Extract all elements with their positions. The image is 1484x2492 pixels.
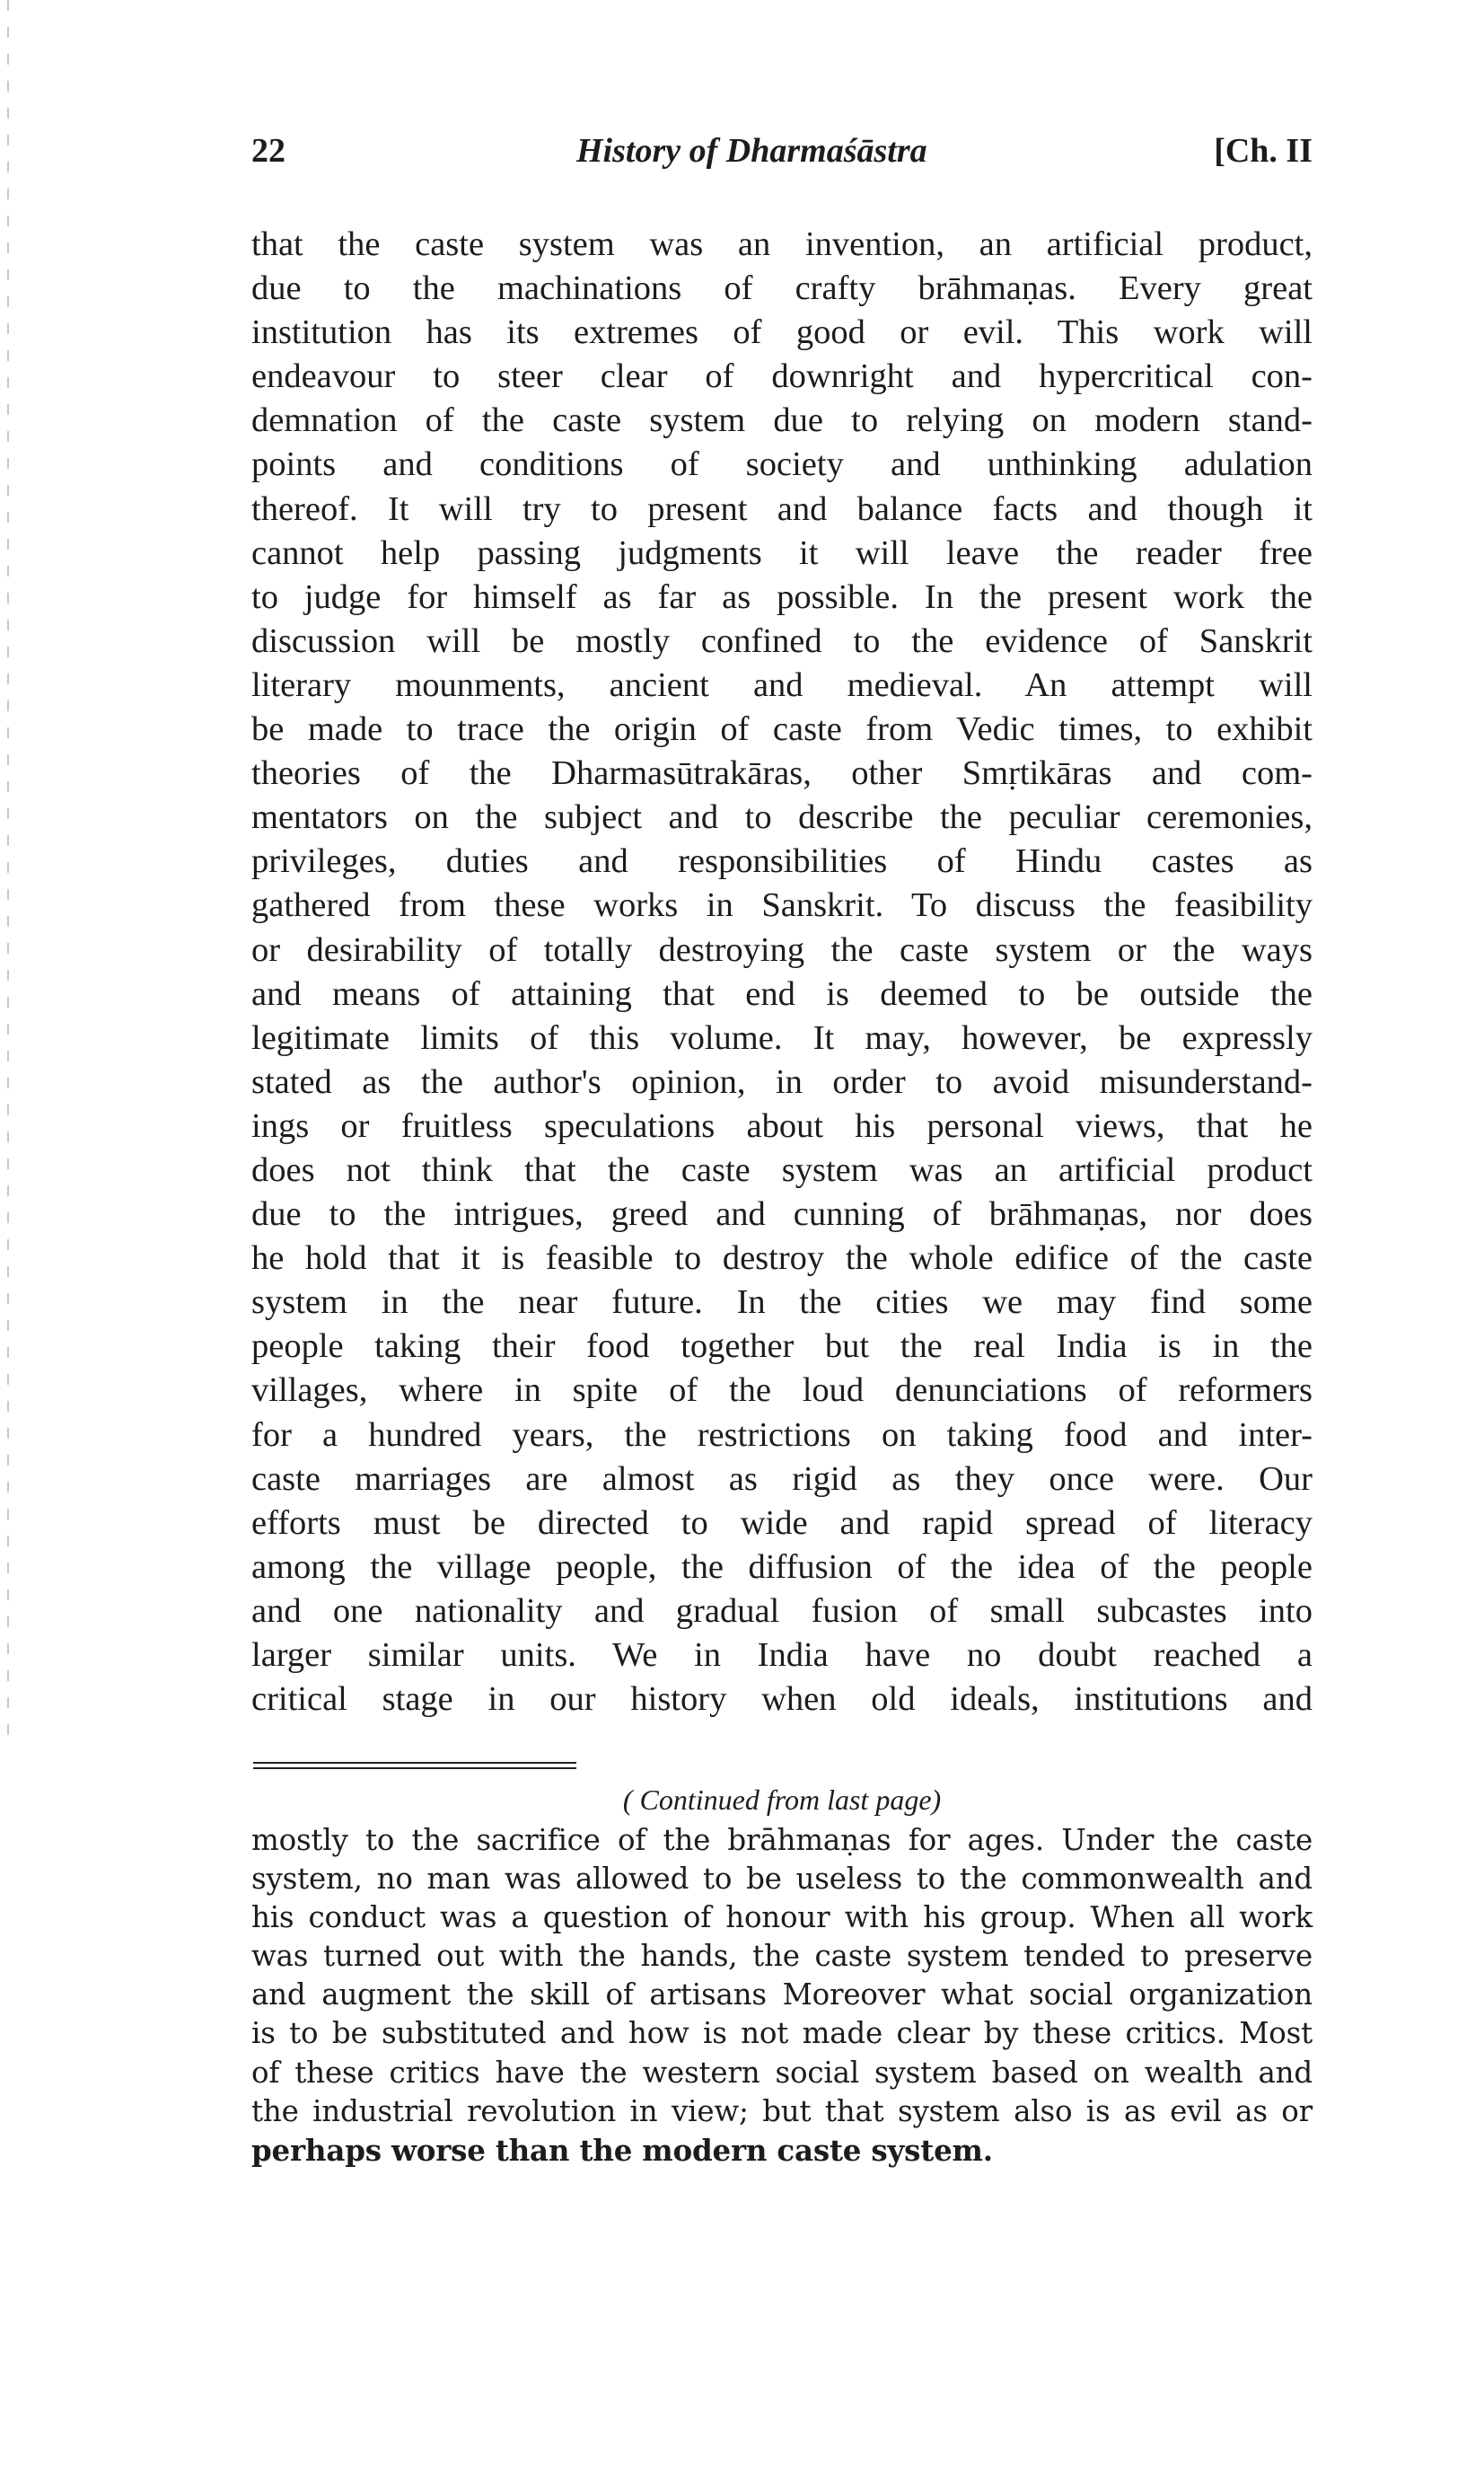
- body-line: ings or fruitless speculations about his personal views, that he: [251, 1106, 1313, 1145]
- body-line: institution has its extremes of good or evil. This work will: [251, 313, 1313, 352]
- body-line: people taking their food together but the real India is in the: [251, 1327, 1313, 1366]
- body-line: critical stage in our history when old ideals, institutions and: [251, 1680, 1313, 1719]
- body-line: and means of attaining that end is deemed to be outside the: [251, 974, 1313, 1013]
- body-line: theories of the Dharmasūtrakāras, other Smṛtikāras and com-: [251, 754, 1313, 793]
- body-line: literary mounments, ancient and medieval. An attempt will: [251, 665, 1313, 704]
- footnote-line: his conduct was a question of honour with his group. When all work: [251, 1900, 1313, 1935]
- body-line: be made to trace the origin of caste from Vedic times, to exhibit: [251, 710, 1313, 749]
- body-line: that the caste system was an invention, an artificial product,: [251, 225, 1313, 263]
- body-line: stated as the author's opinion, in order to avoid misunderstand-: [251, 1062, 1313, 1101]
- footnote-line: system, no man was allowed to be useless to the commonwealth and: [251, 1862, 1313, 1897]
- body-line: demnation of the caste system due to relying on modern stand-: [251, 401, 1313, 440]
- body-line: cannot help passing judgments it will leave the reader free: [251, 533, 1313, 572]
- body-line: discussion will be mostly confined to the evidence of Sanskrit: [251, 621, 1313, 660]
- body-line: gathered from these works in Sanskrit. To discuss the feasibility: [251, 886, 1313, 925]
- body-line: legitimate limits of this volume. It may, however, be expressly: [251, 1018, 1313, 1057]
- body-line: villages, where in spite of the loud denunciations of reformers: [251, 1371, 1313, 1410]
- body-line: caste marriages are almost as rigid as they once were. Our: [251, 1459, 1313, 1498]
- scan-margin-marks: [7, 0, 9, 1751]
- body-line: for a hundred years, the restrictions on taking food and inter-: [251, 1415, 1313, 1454]
- footnote-divider: [253, 1762, 576, 1764]
- footnote-line: perhaps worse than the modern caste system.: [251, 2132, 993, 2168]
- body-line: due to the machinations of crafty brāhmaṇas. Every great: [251, 269, 1313, 308]
- page-header: [244, 124, 1322, 178]
- footnote-line: and augment the skill of artisans Moreover what social organization: [251, 1977, 1313, 2012]
- body-line: does not think that the caste system was an artificial product: [251, 1150, 1313, 1189]
- body-line: points and conditions of society and unthinking adulation: [251, 445, 1313, 484]
- body-line: efforts must be directed to wide and rapid spread of literacy: [251, 1503, 1313, 1542]
- footnote-line: the industrial revolution in view; but that system also is as evil as or: [251, 2093, 1313, 2128]
- footnote-line: was turned out with the hands, the caste system tended to preserve: [251, 1939, 1313, 1974]
- footnote-divider-double: [253, 1767, 576, 1769]
- body-line: privileges, duties and responsibilities of Hindu castes as: [251, 842, 1313, 881]
- body-line: among the village people, the diffusion of the idea of the people: [251, 1547, 1313, 1586]
- footnote-continued-label: ( Continued from last page): [622, 1783, 942, 1816]
- body-line: mentators on the subject and to describe the peculiar ceremonies,: [251, 798, 1313, 837]
- body-line: larger similar units. We in India have no doubt reached a: [251, 1636, 1313, 1674]
- body-line: to judge for himself as far as possible. In the present work the: [251, 577, 1313, 616]
- body-line: system in the near future. In the cities we may find some: [251, 1283, 1313, 1322]
- body-line: thereof. It will try to present and balance facts and though it: [251, 489, 1313, 528]
- page-number: 22: [251, 132, 285, 170]
- body-line: and one nationality and gradual fusion of small subcastes into: [251, 1591, 1313, 1630]
- footnote-line: of these critics have the western social system based on wealth and: [251, 2055, 1313, 2090]
- running-title: History of Dharmaśāstra: [576, 132, 927, 170]
- body-line: or desirability of totally destroying the caste system or the ways: [251, 930, 1313, 969]
- footnote-line: mostly to the sacrifice of the brāhmaṇas for ages. Under the caste: [251, 1823, 1313, 1857]
- body-line: he hold that it is feasible to destroy the whole edifice of the caste: [251, 1239, 1313, 1278]
- chapter-reference: [Ch. II: [1214, 132, 1313, 170]
- body-line: endeavour to steer clear of downright and hypercritical con-: [251, 357, 1313, 396]
- body-line: due to the intrigues, greed and cunning of brāhmaṇas, nor does: [251, 1195, 1313, 1234]
- footnote-line: is to be substituted and how is not made clear by these critics. Most: [251, 2016, 1313, 2051]
- footnote-text: [251, 1821, 1313, 2170]
- body-text: [251, 223, 1313, 1722]
